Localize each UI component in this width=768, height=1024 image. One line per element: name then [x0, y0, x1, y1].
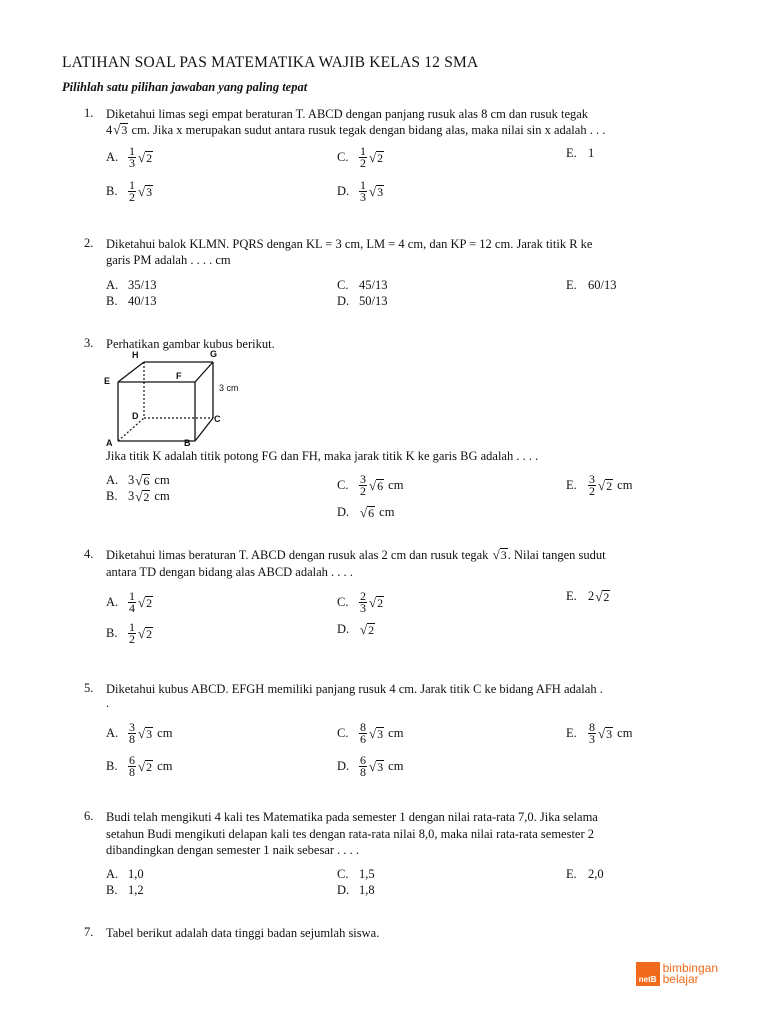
question-text-line-2: antara TD dengan bidang alas ABCD adalah . . . . [106, 565, 353, 579]
option-d[interactable]: D. √ 2 [337, 622, 375, 637]
question-text-line-2: . [106, 696, 110, 710]
vertex-label-c: C [214, 414, 221, 424]
edge-ad-hidden [118, 418, 144, 441]
option-d[interactable]: D. 1,8 [337, 883, 375, 897]
option-c[interactable]: C. 1,5 [337, 867, 375, 881]
option-c[interactable]: C. $\frac{8}{6}$ √ 3 cm [337, 720, 404, 746]
fraction: $\frac{8}{3}$ [589, 720, 595, 746]
option-a[interactable]: A. $\frac{1}{4}$ √ 2 [106, 589, 153, 615]
question-number: 3. [84, 336, 94, 350]
sqrt-symbol: √ 2 [138, 595, 153, 610]
question-text: Diketahui balok KLMN. PQRS dengan KL = 3 cm, LM = 4 cm, dan KP = 12 cm. Jarak titik R ke [106, 237, 593, 251]
fraction: $\frac{1}{2}$ [129, 620, 135, 646]
option-e[interactable]: E. 2 √ 2 [566, 589, 610, 604]
fraction: $\frac{1}{2}$ [129, 178, 135, 204]
sqrt-symbol: √ 2 [595, 589, 610, 604]
vertex-label-b: B [184, 438, 191, 448]
fraction: $\frac{2}{3}$ [360, 589, 366, 615]
sqrt-symbol: √ 2 [598, 478, 613, 493]
question-text: Tabel berikut adalah data tinggi badan sejumlah siswa. [106, 926, 380, 940]
vertex-label-e: E [104, 376, 111, 386]
question-number: 7. [84, 925, 94, 939]
option-d[interactable]: D. √ 6 cm [337, 505, 395, 520]
sqrt-symbol: √ 2 [138, 626, 153, 641]
question-text-line-2: setahun Budi mengikuti delapan kali tes dengan rata-rata nilai 8,0, maka nilai rata-rata semester 2 [106, 827, 595, 841]
fraction: $\frac{3}{2}$ [589, 472, 595, 498]
option-b[interactable]: B. 40/13 [106, 294, 157, 308]
question-text-continued: cm. Jika x merupakan sudut antara rusuk tegak dengan bidang alas, maka nilai sin x adalah . . . [128, 123, 606, 137]
option-b[interactable]: B. 1,2 [106, 883, 144, 897]
sqrt-symbol: √ 2 [138, 759, 153, 774]
logo-badge: netB [636, 962, 660, 986]
sqrt-symbol: √ 2 [138, 150, 153, 165]
question-number: 5. [84, 681, 94, 695]
fraction: $\frac{1}{4}$ [129, 589, 135, 615]
option-c[interactable]: C. $\frac{1}{2}$ √ 2 [337, 144, 384, 170]
edge-bc [195, 418, 213, 441]
fraction: $\frac{1}{3}$ [360, 178, 366, 204]
option-a[interactable]: A. $\frac{3}{8}$ √ 3 cm [106, 720, 173, 746]
question-text: Diketahui limas beraturan T. ABCD dengan rusuk alas 2 cm dan rusuk tegak √ 3 . Nilai tangen sudut [106, 547, 606, 562]
option-c[interactable]: C. $\frac{2}{3}$ √ 2 [337, 589, 384, 615]
option-b[interactable]: B. $\frac{6}{8}$ √ 2 cm [106, 753, 173, 779]
edge-length-label: 3 cm [219, 383, 239, 393]
fraction: $\frac{1}{2}$ [360, 144, 366, 170]
sqrt-symbol: √ 3 [138, 184, 153, 199]
option-b[interactable]: B. 3 √ 2 cm [106, 489, 170, 504]
question-number: 1. [84, 106, 94, 120]
option-b[interactable]: B. $\frac{1}{2}$ √ 3 [106, 178, 153, 204]
sqrt-symbol: √ 3 [113, 122, 128, 137]
option-d[interactable]: D. $\frac{1}{3}$ √ 3 [337, 178, 384, 204]
option-d[interactable]: D. $\frac{6}{8}$ √ 3 cm [337, 753, 404, 779]
vertex-label-f: F [176, 371, 182, 381]
sqrt-symbol: √ 3 [492, 547, 507, 562]
vertex-label-h: H [132, 350, 139, 360]
cube-figure [100, 348, 250, 448]
sqrt-symbol: √ 6 [369, 478, 384, 493]
option-a[interactable]: A. $\frac{1}{3}$ √ 2 [106, 144, 153, 170]
sqrt-symbol: √ 2 [369, 595, 384, 610]
sqrt-symbol: √ 6 [360, 505, 375, 520]
option-c[interactable]: C. $\frac{3}{2}$ √ 6 cm [337, 472, 404, 498]
option-b[interactable]: B. $\frac{1}{2}$ √ 2 [106, 620, 153, 646]
sqrt-symbol: √ 2 [135, 489, 150, 504]
option-a[interactable]: A. 1,0 [106, 867, 144, 881]
sqrt-symbol: √ 3 [369, 184, 384, 199]
sqrt-symbol: √ 2 [360, 622, 375, 637]
option-e[interactable]: E. 1 [566, 146, 595, 160]
vertex-label-d: D [132, 411, 139, 421]
question-text-line-3: dibandingkan dengan semester 1 naik sebesar . . . . [106, 843, 360, 857]
question-text: Diketahui limas segi empat beraturan T. ABCD dengan panjang rusuk alas 8 cm dan rusuk tegak [106, 107, 589, 121]
sqrt-symbol: √ 3 [598, 726, 613, 741]
question-text-line-2: Jika titik K adalah titik potong FG dan FH, maka jarak titik K ke garis BG adalah . . . . [106, 449, 539, 463]
question-number: 4. [84, 547, 94, 561]
question-text: Diketahui kubus ABCD. EFGH memiliki panjang rusuk 4 cm. Jarak titik C ke bidang AFH adalah . [106, 682, 603, 696]
logo-text: bimbingan belajar [662, 961, 718, 986]
instruction-text: Pilihlah satu pilihan jawaban yang paling tepat [62, 80, 308, 94]
sqrt-symbol: √ 3 [138, 726, 153, 741]
option-a[interactable]: A. 3 √ 6 cm [106, 473, 170, 488]
fraction: $\frac{6}{8}$ [129, 753, 135, 779]
question-text-line-2 [106, 122, 710, 138]
fraction: $\frac{8}{6}$ [360, 720, 366, 746]
coefficient: 4 [106, 123, 113, 137]
option-c[interactable]: C. 45/13 [337, 278, 388, 292]
page-title: LATIHAN SOAL PAS MATEMATIKA WAJIB KELAS 12 SMA [62, 54, 479, 71]
option-d[interactable]: D. 50/13 [337, 294, 388, 308]
vertex-label-a: A [106, 438, 113, 448]
fraction: $\frac{6}{8}$ [360, 753, 366, 779]
fraction: $\frac{3}{8}$ [129, 720, 135, 746]
edge-fg [195, 362, 213, 382]
option-e[interactable]: E. $\frac{8}{3}$ √ 3 cm [566, 720, 633, 746]
question-number: 6. [84, 809, 94, 823]
option-e[interactable]: E. 60/13 [566, 278, 617, 292]
sqrt-symbol: √ 3 [369, 759, 384, 774]
edge-eh [118, 362, 144, 382]
question-text: Budi telah mengikuti 4 kali tes Matematika pada semester 1 dengan nilai rata-rata 7,0. Jika selama [106, 810, 598, 824]
sqrt-symbol: √ 6 [135, 473, 150, 488]
question-text-line-2: garis PM adalah . . . . cm [106, 253, 231, 267]
vertex-label-g: G [210, 349, 218, 359]
brand-logo [636, 962, 718, 986]
sqrt-symbol: √ 3 [369, 726, 384, 741]
fraction: $\frac{3}{2}$ [360, 472, 366, 498]
question-number: 2. [84, 236, 94, 250]
option-e[interactable]: E. 2,0 [566, 867, 604, 881]
fraction: $\frac{1}{3}$ [129, 144, 135, 170]
question-text: Perhatikan gambar kubus berikut. [106, 337, 275, 351]
option-a[interactable]: A. 35/13 [106, 278, 157, 292]
sqrt-symbol: √ 2 [369, 150, 384, 165]
option-e[interactable]: E. $\frac{3}{2}$ √ 2 cm [566, 472, 633, 498]
